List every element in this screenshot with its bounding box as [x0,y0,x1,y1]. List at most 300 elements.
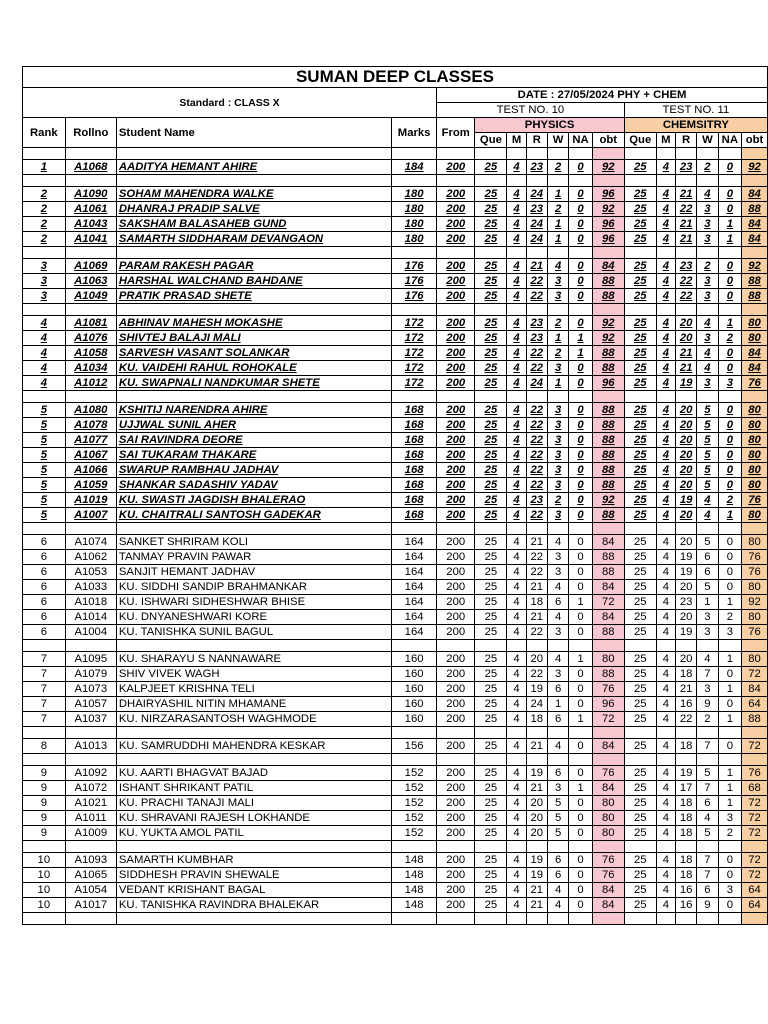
phy-obt-cell: 84 [592,535,624,550]
phy-w-cell: 3 [547,565,568,580]
empty-cell [475,913,507,925]
empty-cell [656,523,675,535]
chem-r-cell: 18 [675,868,696,883]
chem-na-cell: 0 [718,361,741,376]
phy-r-cell: 21 [526,781,547,796]
chem-obt-cell: 80 [742,580,768,595]
spacer-row [23,640,768,652]
chem-w-cell: 5 [697,766,718,781]
phy-w-cell: 4 [547,652,568,667]
phy-que-cell: 25 [475,853,507,868]
chem-que-cell: 25 [624,781,656,796]
chem-m-cell: 4 [656,259,675,274]
spacer-row [23,247,768,259]
phy-que-cell: 25 [475,565,507,580]
chem-r-cell: 21 [675,361,696,376]
phy-na-cell: 0 [569,550,592,565]
empty-cell [507,754,526,766]
empty-cell [65,727,116,739]
chem-w-cell: 5 [697,448,718,463]
empty-cell [592,523,624,535]
phy-r-cell: 19 [526,868,547,883]
empty-cell [392,913,437,925]
chem-m-cell: 4 [656,316,675,331]
student-row [23,433,768,448]
chem-na-cell: 1 [718,232,741,247]
chem-w-cell: 3 [697,217,718,232]
empty-cell [547,148,568,160]
chem-que-cell: 25 [624,550,656,565]
chem-r-cell: 20 [675,508,696,523]
rollno-cell: A1069 [65,259,116,274]
phy-que-cell: 25 [475,580,507,595]
chem-na-cell: 1 [718,595,741,610]
empty-cell [624,304,656,316]
chem-m-cell: 4 [656,418,675,433]
chem-r-cell: 22 [675,712,696,727]
phy-que-cell: 25 [475,403,507,418]
phy-na-cell: 0 [569,493,592,508]
chem-m-cell: 4 [656,595,675,610]
phy-r-cell: 21 [526,580,547,595]
rollno-cell: A1058 [65,346,116,361]
chem-r-cell: 19 [675,565,696,580]
phy-w-cell: 4 [547,535,568,550]
marks-cell: 164 [392,595,437,610]
chem-que-cell: 25 [624,478,656,493]
empty-cell [675,640,696,652]
phy-que-cell: 25 [475,610,507,625]
marks-cell: 180 [392,232,437,247]
empty-cell [592,247,624,259]
chem-que-cell: 25 [624,811,656,826]
phy-r-cell: 19 [526,766,547,781]
chem-obt-cell: 88 [742,202,768,217]
phy-r-cell: 19 [526,682,547,697]
from-cell: 200 [437,478,475,493]
chem-w-cell: 4 [697,187,718,202]
phy-obt-cell: 88 [592,274,624,289]
phy-que-cell: 25 [475,550,507,565]
phy-na-cell: 1 [569,346,592,361]
phy-m-cell: 4 [507,739,526,754]
student-row [23,697,768,712]
phy-r-cell: 22 [526,550,547,565]
phy-que-cell: 25 [475,796,507,811]
chem-obt-cell: 84 [742,346,768,361]
student-name-cell: KU. CHAITRALI SANTOSH GADEKAR [116,508,391,523]
phy-w-cell: 3 [547,550,568,565]
phy-que-cell: 25 [475,883,507,898]
chem-que-cell: 25 [624,883,656,898]
chem-obt-cell: 80 [742,652,768,667]
phy-w-cell: 2 [547,316,568,331]
phy-obt-cell: 88 [592,565,624,580]
rollno-cell: A1066 [65,463,116,478]
chem-m-cell: 4 [656,346,675,361]
phy-na-cell: 0 [569,289,592,304]
institute-title: SUMAN DEEP CLASSES [23,67,768,88]
from-cell: 200 [437,796,475,811]
chem-m-cell: 4 [656,232,675,247]
empty-cell [569,727,592,739]
chem-que-cell: 25 [624,625,656,640]
chem-m-cell: 4 [656,274,675,289]
from-cell: 200 [437,508,475,523]
empty-cell [526,391,547,403]
phy-obt-cell: 76 [592,766,624,781]
chem-na-cell: 0 [718,898,741,913]
empty-cell [718,148,741,160]
phy-obt-cell: 88 [592,361,624,376]
chem-m-cell: 4 [656,739,675,754]
phy-que-cell: 25 [475,478,507,493]
student-name-cell: KU. AARTI BHAGVAT BAJAD [116,766,391,781]
student-row [23,853,768,868]
student-row [23,259,768,274]
results-table [22,66,768,925]
rollno-cell: A1078 [65,418,116,433]
phy-na-cell: 1 [569,781,592,796]
phy-m-cell: 4 [507,535,526,550]
empty-cell [475,754,507,766]
chem-m-cell: 4 [656,508,675,523]
phy-w-cell: 1 [547,187,568,202]
empty-cell [547,247,568,259]
phy-r-cell: 18 [526,595,547,610]
phy-r-cell: 22 [526,565,547,580]
student-row [23,712,768,727]
rank-cell: 2 [23,217,66,232]
chem-r-cell: 18 [675,667,696,682]
chem-obt-cell: 72 [742,811,768,826]
empty-cell [656,640,675,652]
student-name-cell: UJJWAL SUNIL AHER [116,418,391,433]
chem-que-cell: 25 [624,289,656,304]
rollno-cell: A1092 [65,766,116,781]
from-cell: 200 [437,361,475,376]
phy-na-cell: 0 [569,580,592,595]
chem-r-cell: 23 [675,160,696,175]
empty-cell [697,148,718,160]
student-name-cell: SHIV VIVEK WAGH [116,667,391,682]
rank-cell: 6 [23,535,66,550]
phy-m-cell: 4 [507,781,526,796]
phy-que-cell: 25 [475,376,507,391]
rollno-cell: A1007 [65,508,116,523]
chem-r-cell: 18 [675,853,696,868]
chem-na-cell: 3 [718,376,741,391]
rank-cell: 5 [23,403,66,418]
chem-obt-cell: 84 [742,682,768,697]
empty-cell [507,913,526,925]
phy-w-cell: 5 [547,811,568,826]
rollno-cell: A1063 [65,274,116,289]
spacer-row [23,913,768,925]
chem-obt-cell: 64 [742,697,768,712]
empty-cell [742,247,768,259]
chem-col-m: M [656,133,675,148]
rollno-cell: A1081 [65,316,116,331]
chem-col-obt: obt [742,133,768,148]
rollno-cell: A1095 [65,652,116,667]
empty-cell [437,391,475,403]
chem-que-cell: 25 [624,331,656,346]
chem-na-cell: 0 [718,868,741,883]
student-row [23,160,768,175]
rollno-cell: A1033 [65,580,116,595]
student-row [23,217,768,232]
marks-cell: 148 [392,868,437,883]
marks-cell: 172 [392,331,437,346]
empty-cell [526,304,547,316]
from-cell: 200 [437,274,475,289]
rollno-cell: A1080 [65,403,116,418]
student-name-cell: KU. PRACHI TANAJI MALI [116,796,391,811]
chem-w-cell: 7 [697,868,718,883]
empty-cell [116,841,391,853]
phy-w-cell: 2 [547,493,568,508]
phy-w-cell: 3 [547,448,568,463]
chem-que-cell: 25 [624,403,656,418]
rank-cell: 5 [23,508,66,523]
chem-na-cell: 0 [718,418,741,433]
chem-obt-cell: 76 [742,766,768,781]
chem-m-cell: 4 [656,868,675,883]
empty-cell [23,247,66,259]
physics-test-no: TEST NO. 10 [437,103,625,118]
phy-que-cell: 25 [475,766,507,781]
rollno-cell: A1068 [65,160,116,175]
chem-w-cell: 4 [697,493,718,508]
chem-m-cell: 4 [656,580,675,595]
student-name-cell: SHIVTEJ BALAJI MALI [116,331,391,346]
phy-que-cell: 25 [475,274,507,289]
student-name-cell: KU. SAMRUDDHI MAHENDRA KESKAR [116,739,391,754]
chem-que-cell: 25 [624,682,656,697]
empty-cell [475,148,507,160]
student-name-cell: SWARUP RAMBHAU JADHAV [116,463,391,478]
chem-w-cell: 4 [697,652,718,667]
empty-cell [675,727,696,739]
chem-na-cell: 2 [718,493,741,508]
empty-cell [697,175,718,187]
empty-cell [507,640,526,652]
chem-r-cell: 22 [675,289,696,304]
chem-r-cell: 19 [675,625,696,640]
chem-r-cell: 22 [675,202,696,217]
empty-cell [592,304,624,316]
empty-cell [507,247,526,259]
phy-obt-cell: 84 [592,781,624,796]
empty-cell [65,148,116,160]
chem-r-cell: 23 [675,259,696,274]
phy-m-cell: 4 [507,697,526,712]
empty-cell [675,175,696,187]
student-name-cell: PARAM RAKESH PAGAR [116,259,391,274]
marks-cell: 160 [392,652,437,667]
empty-cell [675,523,696,535]
chem-w-cell: 3 [697,274,718,289]
marks-cell: 180 [392,187,437,202]
phy-na-cell: 0 [569,187,592,202]
phy-w-cell: 3 [547,463,568,478]
from-cell: 200 [437,535,475,550]
empty-cell [569,148,592,160]
chemistry-test-no: TEST NO. 11 [624,103,767,118]
rank-cell: 3 [23,274,66,289]
phy-na-cell: 0 [569,682,592,697]
phy-na-cell: 0 [569,217,592,232]
phy-obt-cell: 88 [592,418,624,433]
result-sheet [22,66,768,925]
chem-que-cell: 25 [624,739,656,754]
student-name-cell: PRATIK PRASAD SHETE [116,289,391,304]
empty-cell [65,754,116,766]
empty-cell [475,304,507,316]
from-cell: 200 [437,697,475,712]
rank-cell: 6 [23,625,66,640]
rank-cell: 5 [23,493,66,508]
chem-r-cell: 21 [675,682,696,697]
chem-col-na: NA [718,133,741,148]
from-cell: 200 [437,187,475,202]
from-cell: 200 [437,580,475,595]
chem-obt-cell: 72 [742,739,768,754]
from-cell: 200 [437,826,475,841]
chem-m-cell: 4 [656,796,675,811]
empty-cell [437,304,475,316]
rollno-cell: A1053 [65,565,116,580]
phy-na-cell: 0 [569,826,592,841]
marks-cell: 152 [392,781,437,796]
chem-obt-cell: 88 [742,712,768,727]
empty-cell [116,754,391,766]
empty-cell [392,304,437,316]
student-row [23,493,768,508]
phy-na-cell: 0 [569,766,592,781]
rank-cell: 4 [23,346,66,361]
chem-obt-cell: 64 [742,898,768,913]
spacer-row [23,391,768,403]
empty-cell [23,841,66,853]
student-name-cell: KU. DNYANESHWARI KORE [116,610,391,625]
chem-que-cell: 25 [624,712,656,727]
chem-r-cell: 21 [675,346,696,361]
student-name-cell: KU. VAIDEHI RAHUL ROHOKALE [116,361,391,376]
chem-w-cell: 3 [697,682,718,697]
phy-na-cell: 0 [569,316,592,331]
phy-r-cell: 21 [526,883,547,898]
phy-r-cell: 22 [526,346,547,361]
phy-w-cell: 6 [547,766,568,781]
phy-que-cell: 25 [475,331,507,346]
rollno-cell: A1019 [65,493,116,508]
empty-cell [718,175,741,187]
rollno-cell: A1074 [65,535,116,550]
phy-m-cell: 4 [507,712,526,727]
student-row [23,766,768,781]
chem-w-cell: 4 [697,316,718,331]
empty-cell [547,523,568,535]
chem-r-cell: 19 [675,376,696,391]
rollno-cell: A1004 [65,625,116,640]
from-cell: 200 [437,898,475,913]
rollno-cell: A1059 [65,478,116,493]
rollno-cell: A1034 [65,361,116,376]
phy-r-cell: 23 [526,316,547,331]
empty-cell [507,391,526,403]
phy-que-cell: 25 [475,811,507,826]
empty-cell [569,391,592,403]
chem-obt-cell: 68 [742,781,768,796]
chem-que-cell: 25 [624,493,656,508]
chem-que-cell: 25 [624,667,656,682]
phy-obt-cell: 96 [592,232,624,247]
marks-cell: 152 [392,766,437,781]
student-name-cell: ISHANT SHRIKANT PATIL [116,781,391,796]
student-row [23,652,768,667]
chem-r-cell: 20 [675,610,696,625]
empty-cell [526,148,547,160]
from-cell: 200 [437,625,475,640]
chem-m-cell: 4 [656,493,675,508]
phy-na-cell: 0 [569,853,592,868]
empty-cell [742,175,768,187]
chem-r-cell: 16 [675,883,696,898]
chem-obt-cell: 84 [742,187,768,202]
student-name-cell: KU. TANISHKA RAVINDRA BHALEKAR [116,898,391,913]
phy-obt-cell: 76 [592,868,624,883]
chem-obt-cell: 80 [742,403,768,418]
chem-na-cell: 1 [718,712,741,727]
phy-obt-cell: 88 [592,448,624,463]
student-row [23,202,768,217]
chem-w-cell: 5 [697,418,718,433]
phy-obt-cell: 88 [592,550,624,565]
phy-w-cell: 3 [547,418,568,433]
student-name-cell: SANKET SHRIRAM KOLI [116,535,391,550]
chem-que-cell: 25 [624,463,656,478]
empty-cell [697,523,718,535]
phy-que-cell: 25 [475,697,507,712]
chem-obt-cell: 72 [742,796,768,811]
marks-cell: 164 [392,610,437,625]
spacer-row [23,727,768,739]
rank-cell: 8 [23,739,66,754]
empty-cell [23,640,66,652]
from-cell: 200 [437,448,475,463]
chem-w-cell: 9 [697,898,718,913]
phy-obt-cell: 88 [592,478,624,493]
rollno-cell: A1021 [65,796,116,811]
student-row [23,781,768,796]
chem-que-cell: 25 [624,448,656,463]
phy-que-cell: 25 [475,898,507,913]
chem-r-cell: 19 [675,550,696,565]
phy-obt-cell: 92 [592,493,624,508]
empty-cell [569,247,592,259]
chem-que-cell: 25 [624,580,656,595]
chem-na-cell: 1 [718,781,741,796]
phy-r-cell: 19 [526,853,547,868]
chem-na-cell: 0 [718,187,741,202]
phy-m-cell: 4 [507,187,526,202]
chem-w-cell: 5 [697,478,718,493]
chem-na-cell: 3 [718,811,741,826]
empty-cell [475,523,507,535]
marks-cell: 176 [392,289,437,304]
